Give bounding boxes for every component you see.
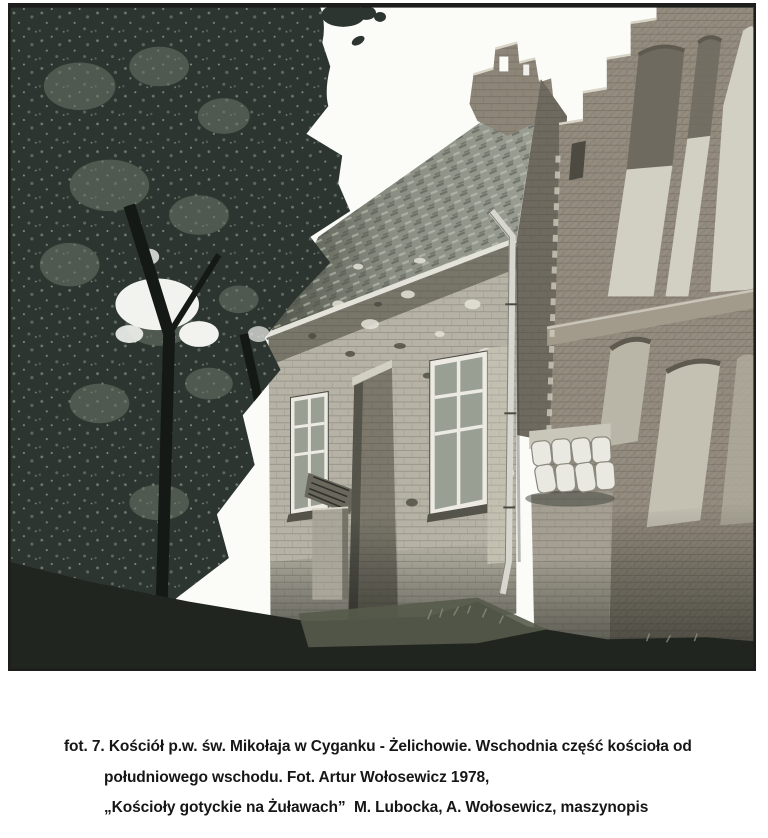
caption-line-1: fot. 7. Kościół p.w. św. Mikołaja w Cyganku - Żelichowie. Wschodnia część kościoła od bbox=[64, 738, 692, 755]
pedestal bbox=[312, 507, 348, 599]
caption-line-3: „Kościoły gotyckie na Żuławach” M. Lubocka, A. Wołosewicz, maszynopis bbox=[104, 799, 649, 816]
archival-photo bbox=[8, 3, 756, 671]
tile-stack-shadow bbox=[525, 491, 615, 507]
caption-line-2: południowego wschodu. Fot. Artur Wołosewicz 1978, bbox=[104, 768, 490, 786]
parapet-sky-gap bbox=[499, 57, 508, 72]
caption bbox=[64, 732, 724, 824]
parapet-sky-gap-2 bbox=[523, 64, 529, 75]
tile-stack bbox=[531, 437, 616, 494]
photo-canvas bbox=[10, 7, 754, 669]
central-buttress bbox=[348, 360, 398, 645]
